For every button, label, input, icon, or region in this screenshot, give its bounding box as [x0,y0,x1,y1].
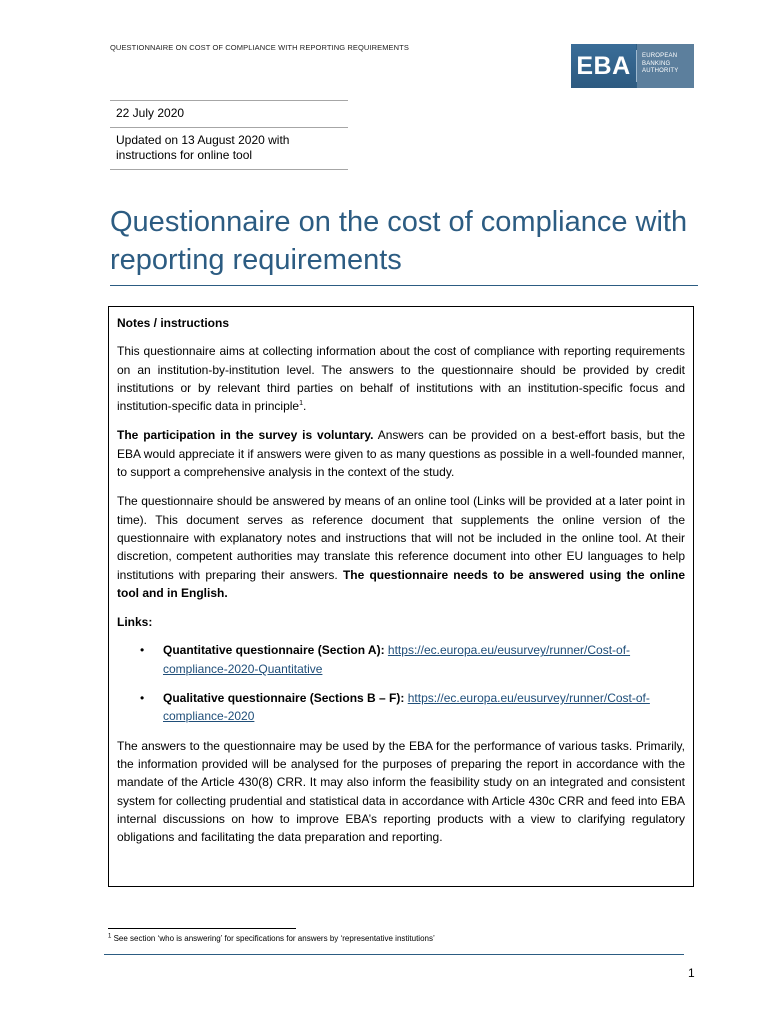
notes-paragraph-2 [117,426,685,481]
notes-p3-text: The questionnaire should be answered by means of an online tool (Links will be provided at a later point in time). This document serves as reference document that supplements the online version of the questionnaire with explanatory notes and instructions that will not be included in the online tool. At their discretion, competent authorities may translate this reference document into other EU languages to help institutions with preparing their answers. [117,494,685,582]
footnote-ref[interactable]: 1 [299,400,303,408]
link-label-qualitative: Qualitative questionnaire (Sections B – F): [163,691,405,706]
voluntary-statement: The participation in the survey is voluntary. [117,428,374,443]
notes-p1-text: This questionnaire aims at collecting information about the cost of compliance with reporting requirements on an institution-by-institution level. The answers to the questionnaire should be provided by credit institutions or by relevant third parties on behalf of institutions with an institution-specific focus and institution-specific data in principle [117,344,685,414]
date-block [110,100,348,170]
notes-box [108,306,694,887]
bullet-icon: • [140,643,145,658]
update-note: Updated on 13 August 2020 with instructions for online tool [110,127,348,170]
eba-logo-mark: EBA [571,44,636,88]
notes-p1-end: . [303,399,307,414]
footnote-rule [108,928,296,929]
footnote [108,934,435,944]
notes-paragraph-3 [117,492,685,602]
eba-logo [571,44,694,88]
list-item [140,689,685,726]
notes-paragraph-4: The answers to the questionnaire may be used by the EBA for the performance of various tasks. Primarily, the information provided will be analysed for the purposes of preparing the report in accordance with the mandate of the Article 430(8) CRR. It may also inform the feasibility study on an integrated and consistent system for collecting prudential and statistical data in accordance with Article 430c CRR and feed into EBA internal discussions on how to improve EBA’s reporting products with a view to clarifying regulatory obligations and facilitating the data preparation and reporting. [117,738,685,845]
footnote-text: See section ‘who is answering’ for specifications for answers by ‘representative institutions’ [111,934,435,943]
links-heading: Links: [117,615,153,630]
footer-rule [104,954,684,955]
link-quantitative-questionnaire[interactable]: https://ec.europa.eu/eusurvey/runner/Cost-of-compliance-2020-Quantitative [163,643,631,676]
page-number: 1 [688,966,695,980]
logo-line-2: BANKING [642,60,671,67]
links-list [117,641,685,725]
link-label-quantitative: Quantitative questionnaire (Section A): [163,643,385,658]
logo-line-1: EUROPEAN [642,53,678,59]
notes-p2-text: Answers can be provided on a best-effort basis, but the EBA would appreciate it if answers were given to as many questions as possible in a well-founded manner, to support a comprehensive analysis in the context of the study. [117,428,685,480]
online-tool-statement: The questionnaire needs to be answered using the online tool and in English. [117,567,685,600]
eba-logo-text [637,44,694,88]
running-header: QUESTIONNAIRE ON COST OF COMPLIANCE WITH REPORTING REQUIREMENTS [110,43,409,52]
list-item [140,641,685,678]
notes-paragraph-1 [117,342,685,415]
document-title: Questionnaire on the cost of compliance with reporting requirements [110,203,698,286]
footnote-number: 1 [108,933,112,940]
publication-date: 22 July 2020 [110,100,348,127]
bullet-icon: • [140,691,145,706]
notes-heading: Notes / instructions [117,316,230,330]
logo-line-3: AUTHORITY [642,68,679,74]
link-qualitative-questionnaire[interactable]: https://ec.europa.eu/eusurvey/runner/Cost-of-compliance-2020 [163,691,650,724]
